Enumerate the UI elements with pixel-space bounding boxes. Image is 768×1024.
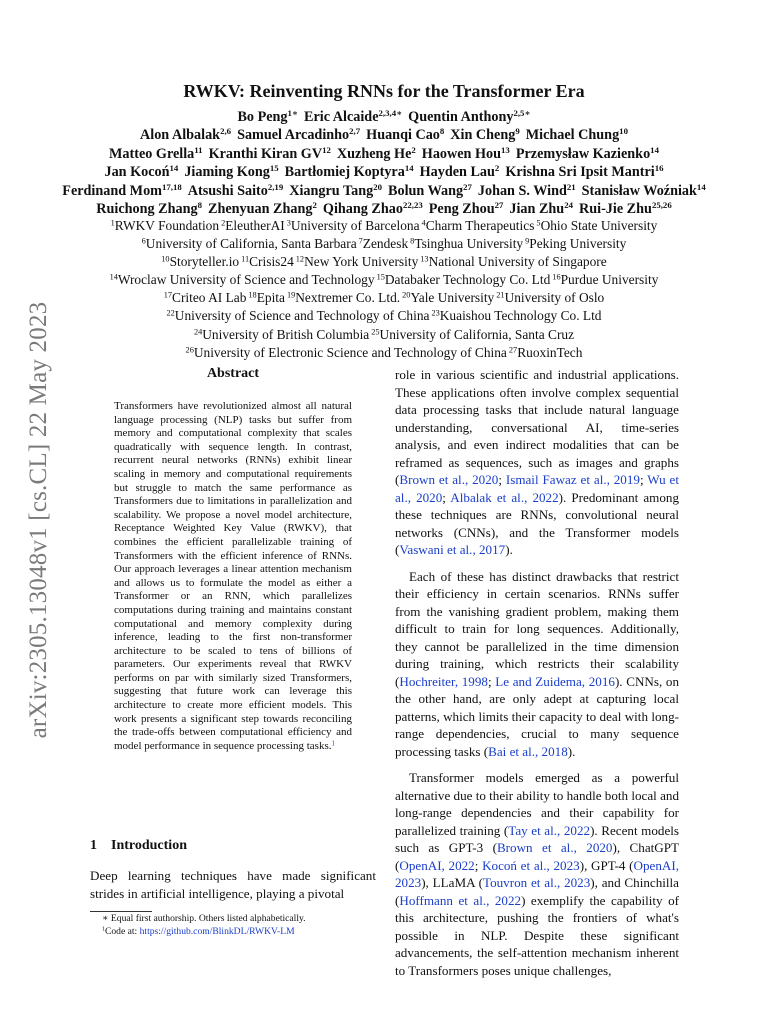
affiliation-index: 17,18 <box>162 181 182 192</box>
affiliation-line <box>10 217 758 235</box>
citation-link[interactable]: OpenAI, 2022 <box>399 857 475 873</box>
author-name: Jiaming Kong$^{15}$ <box>184 163 279 181</box>
affiliation-index: 25,26 <box>651 200 672 211</box>
affiliation-index: 2,7 <box>349 126 361 137</box>
affiliation: $^{17}$Criteo AI Lab <box>163 290 247 306</box>
citation-link[interactable]: Kocoń et al., 2023 <box>482 857 580 873</box>
author-name: Xiangru Tang$^{20}$ <box>289 181 383 199</box>
author-name: Jian Zhu$^{24}$ <box>509 200 573 218</box>
author-line <box>10 145 758 163</box>
affiliation-index: 2,19 <box>267 181 284 192</box>
affiliation-line <box>10 271 758 289</box>
affiliation: $^1$RWKV Foundation <box>110 218 220 233</box>
affiliation-index: 14 <box>696 181 706 192</box>
author-line <box>10 126 758 144</box>
abstract-text: Transformers have revolutionized almost all natural language processing (NLP) tasks but suffer from memory and computational complexity that scales quadratically with sequence length. In contrast, recurrent neural networks (RNNs) exhibit linear scaling in memory and computational requirements but struggle to match the same performance as Transformers due to limitations in parallelization and scalability. We propose a novel model architecture, Receptance Weighted Key Value (RWKV), that combines the efficient parallelizable training of Transformers with the efficient inference of RNNs. Our approach leverages a linear attention mechanism and allows us to formulate the model as either a Transformer or an RNN, which parallelizes computations during training and maintains constant computational and memory complexity during inference, leading to the first non-transformer architecture to be scaled to tens of billions of parameters. Our experiments reveal that RWKV performs on par with similarly sized Transformers, suggesting that future work can leverage this architecture to create more efficient models. This work presents a significant step towards reconciling the trade-offs between computational efficiency and model performance in sequence processing tasks.$^1$ <box>114 400 352 752</box>
affiliation-index: 8 <box>439 126 445 137</box>
author-name: Alon Albalak$^{2,6}$ <box>140 126 232 144</box>
author-list <box>10 108 758 218</box>
affiliation-index: 8 <box>197 200 202 211</box>
affiliation: $^{10}$Storyteller.io <box>161 254 240 270</box>
author-name: Rui-Jie Zhu$^{25,26}$ <box>579 200 672 218</box>
right-column <box>395 366 679 979</box>
affiliation-list <box>10 217 758 362</box>
citation-link[interactable]: Tay et al., 2022 <box>508 822 591 838</box>
author-line <box>10 163 758 181</box>
citation-link[interactable]: Brown et al., 2020 <box>496 840 613 855</box>
affiliation-line <box>10 235 758 253</box>
affiliation: $^{23}$Kuaishou Technology Co. Ltd <box>431 308 602 324</box>
abstract-footnote-mark[interactable]: 1 <box>331 740 335 748</box>
author-name: Xuzheng He$^2$ <box>336 144 416 162</box>
section-number: 1 <box>90 838 97 853</box>
affiliation: $^5$Ohio State University <box>536 218 658 233</box>
author-name: Krishna Sri Ipsit Mantri$^{16}$ <box>505 163 664 181</box>
citation-link[interactable]: Vaswani et al., 2017 <box>399 542 506 557</box>
author-name: Peng Zhou$^{27}$ <box>428 200 504 218</box>
affiliation: $^{20}$Yale University <box>402 290 495 306</box>
affiliation: $^{14}$Wroclaw University of Science and Technology <box>109 272 375 288</box>
code-link[interactable]: https://github.com/BlinkDL/RWKV-LM <box>139 925 295 937</box>
affiliation-index: 24 <box>564 200 573 211</box>
affiliation-line <box>10 326 758 344</box>
author-name: Qihang Zhao$^{22,23}$ <box>322 200 423 218</box>
author-name: Kranthi Kiran GV$^{12}$ <box>208 144 331 162</box>
affiliation-index: 12 <box>322 144 331 155</box>
citation-link[interactable]: Hoffmann et al., 2022 <box>399 892 522 908</box>
paper-title: RWKV: Reinventing RNNs for the Transformer Era <box>183 81 585 101</box>
author-name: Johan S. Wind$^{21}$ <box>477 181 576 199</box>
affiliation-index: 20 <box>373 181 383 192</box>
affiliation: $^{11}$Crisis24 <box>241 254 294 270</box>
citation-link[interactable]: Albalak et al., 2022 <box>450 489 559 505</box>
affiliation: $^4$Charm Therapeutics <box>421 218 535 233</box>
affiliation-line <box>10 253 758 271</box>
affiliation-index: 10 <box>619 126 628 137</box>
footnote-code <box>102 926 382 939</box>
affiliation: $^{22}$University of Science and Technology of China <box>166 308 430 324</box>
footnotes <box>102 913 382 938</box>
author-name: Atsushi Saito$^{2,19}$ <box>187 181 284 199</box>
affiliation: $^{16}$Purdue University <box>552 272 659 288</box>
affiliation-index: 2,6 <box>220 126 232 137</box>
citation-link[interactable]: OpenAI, 2023 <box>395 857 679 890</box>
affiliation-index: 2 <box>494 163 500 174</box>
author-name: Ferdinand Mom$^{17,18}$ <box>62 181 182 199</box>
author-name: Huanqi Cao$^8$ <box>366 126 445 144</box>
affiliation-line <box>10 344 758 362</box>
author-name: Michael Chung$^{10}$ <box>525 126 628 144</box>
affiliation-index: 21 <box>566 181 576 192</box>
affiliation: $^3$University of Barcelona <box>286 218 420 233</box>
affiliation-index: 1∗ <box>287 108 299 119</box>
affiliation-index: 2 <box>411 144 416 155</box>
affiliation-index: 16 <box>654 163 664 174</box>
affiliation-index: 27 <box>463 181 472 192</box>
author-name: Quentin Anthony$^{2,5∗}$ <box>408 108 531 125</box>
author-name: Ruichong Zhang$^8$ <box>96 200 202 218</box>
author-line <box>10 200 758 218</box>
paragraph: Each of these has distinct drawbacks that restrict their efficiency in certain scenarios. RNNs suffer from the vanishing gradient problem, making them difficult to train for long sequences. Additionally, they cannot be parallelized in the time dimension during training, which restricts their scalability (Hochreiter, 1998; Le and Zuidema, 2016). CNNs, on the other hand, are only adept at capturing local patterns, which limits their capacity to deal with long-range dependencies, crucial to many sequence processing tasks (Bai et al., 2018). <box>395 568 679 759</box>
section-title: Introduction <box>111 838 187 853</box>
arxiv-identifier: arXiv:2305.13048v1 [cs.CL] 22 May 2023 <box>25 301 52 739</box>
footnote-code-mark: 1 <box>102 926 105 933</box>
author-name: Bolun Wang$^{27}$ <box>388 181 472 199</box>
abstract-heading: Abstract <box>206 366 260 381</box>
citation-link[interactable]: Hochreiter, 1998 <box>399 673 488 689</box>
footnote-equal-authorship: ∗ Equal first authorship. Others listed alphabetically. <box>102 913 306 924</box>
citation-link[interactable]: Touvron et al., 2023 <box>483 875 591 890</box>
affiliation: $^8$Tsinghua University <box>410 236 524 252</box>
author-name: Haowen Hou$^{13}$ <box>421 144 510 162</box>
affiliation-index: 13 <box>501 144 510 155</box>
affiliation-index: 14 <box>650 144 659 155</box>
affiliation-index: 15 <box>269 163 279 174</box>
affiliation: $^{13}$National University of Singapore <box>420 254 607 270</box>
author-name: Eric Alcaide$^{2,3,4∗}$ <box>304 108 403 125</box>
citation-link[interactable]: Le and Zuidema, 2016 <box>495 673 615 689</box>
intro-paragraph-start: Deep learning techniques have made significant strides in artificial intelligence, playing a pivotal <box>90 868 376 901</box>
author-line <box>10 108 758 126</box>
affiliation-line <box>10 289 758 307</box>
author-name: Samuel Arcadinho$^{2,7}$ <box>237 126 361 144</box>
author-name: Matteo Grella$^{11}$ <box>109 144 203 162</box>
paragraph: Transformer models emerged as a powerful alternative due to their ability to handle both local and long-range dependencies and their capability for parallelized training (Tay et al., 2022). Recent models such as GPT-3 (Brown et al., 2020), ChatGPT (OpenAI, 2022; Kocoń et al., 2023), GPT-4 (OpenAI, 2023), LLaMA (Touvron et al., 2023), and Chinchilla (Hoffmann et al., 2022) exemplify the capability of this architecture, pushing the frontiers of what's possible in NLP. Despite these significant advancements, the self-attention mechanism inherent to Transformers poses unique challenges, <box>395 770 680 978</box>
citation-link[interactable]: Bai et al., 2018 <box>488 743 568 759</box>
affiliation-index: 27 <box>494 200 504 211</box>
author-name: Zhenyuan Zhang$^2$ <box>208 200 317 218</box>
author-name: Przemysław Kazienko$^{14}$ <box>515 144 659 162</box>
footnote-rule <box>90 911 152 912</box>
affiliation: $^{15}$Databaker Technology Co. Ltd <box>376 272 551 288</box>
author-line <box>10 182 758 200</box>
affiliation-index: 22,23 <box>402 200 423 211</box>
author-name: Jan Kocoń$^{14}$ <box>104 163 179 181</box>
affiliation: $^7$Zendesk <box>358 236 409 252</box>
affiliation: $^{21}$University of Oslo <box>496 290 605 306</box>
author-name: Bo Peng$^{1∗}$ <box>237 108 299 125</box>
affiliation-index: 2,3,4∗ <box>378 108 403 119</box>
author-name: Bartłomiej Koptyra$^{14}$ <box>284 163 414 181</box>
affiliation-line <box>10 307 758 325</box>
affiliation-index: 9 <box>515 126 520 137</box>
affiliation-index: 11 <box>194 144 203 155</box>
author-name: Stanisław Woźniak$^{14}$ <box>581 181 706 199</box>
affiliation-index: 2,5∗ <box>513 108 531 119</box>
citation-link[interactable]: Wu et al., 2020 <box>395 472 679 505</box>
affiliation: $^{18}$Epita <box>248 290 285 306</box>
affiliation-index: 2 <box>312 200 317 211</box>
affiliation: $^{26}$University of Electronic Science and Technology of China <box>185 344 507 360</box>
affiliation-index: 14 <box>169 163 179 174</box>
author-name: Xin Cheng$^9$ <box>450 126 520 144</box>
affiliation: $^{12}$New York University <box>295 254 419 270</box>
affiliation: $^6$University of California, Santa Barbara <box>141 236 357 252</box>
affiliation-index: 14 <box>404 163 414 174</box>
abstract-block <box>90 366 376 753</box>
citation-link[interactable]: Brown et al., 2020 <box>399 472 499 487</box>
affiliation: $^{27}$RuoxinTech <box>508 344 583 360</box>
citation-link[interactable]: Ismail Fawaz et al., 2019 <box>505 472 640 487</box>
affiliation: $^{25}$University of California, Santa Cruz <box>371 326 575 342</box>
affiliation: $^2$EleutherAI <box>221 218 285 233</box>
affiliation: $^{24}$University of British Columbia <box>193 326 370 342</box>
section-heading <box>90 838 187 854</box>
author-name: Hayden Lau$^2$ <box>419 163 500 181</box>
paragraph: role in various scientific and industrial applications. These applications often involve complex sequential data processing tasks that include natural language understanding, conversational AI, time-series analysis, and even indirect modalities that can be reframed as sequences, such as images and graphs (Brown et al., 2020; Ismail Fawaz et al., 2019; Wu et al., 2020; Albalak et al., 2022). Predominant among these techniques are RNNs, convolutional neural networks (CNNs), and the Transformer models (Vaswani et al., 2017). <box>395 367 679 557</box>
affiliation: $^{19}$Nextremer Co. Ltd. <box>286 290 401 306</box>
affiliation: $^9$Peking University <box>525 236 627 252</box>
footnote-code-label: Code at: <box>104 925 140 937</box>
